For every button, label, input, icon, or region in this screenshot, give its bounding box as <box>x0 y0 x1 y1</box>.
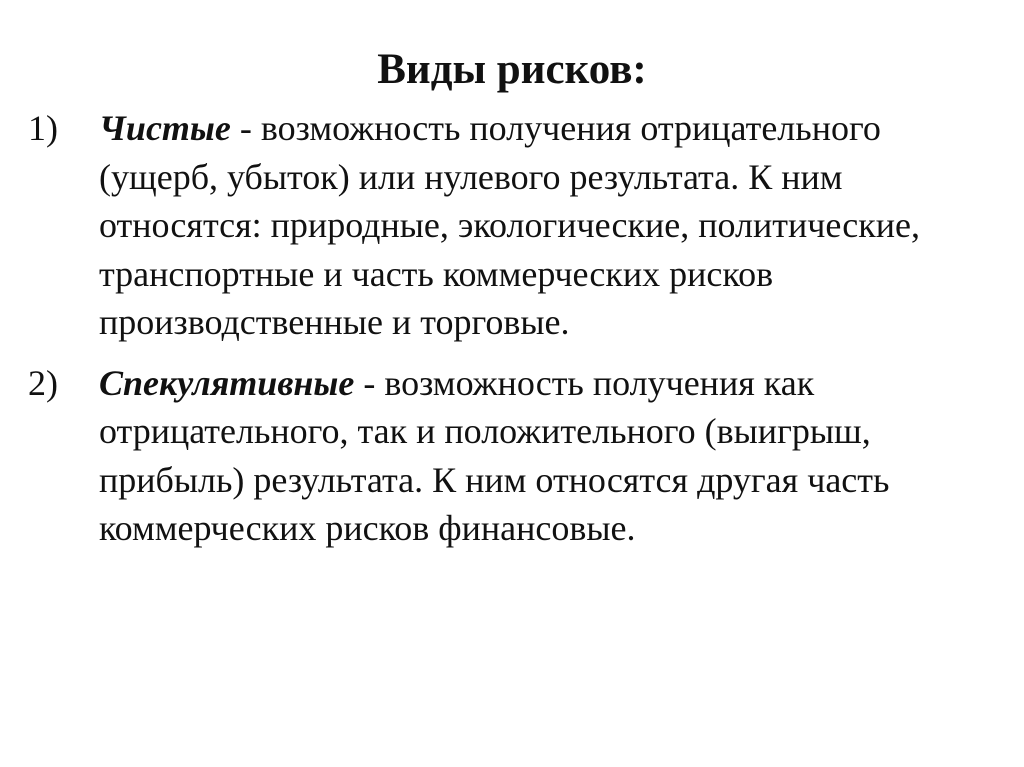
item-description: - возможность получения как отрицательного, так и положительного (выигрыш, прибыль) результата. К ним относятся другая часть коммерческих рисков финансовые. <box>99 362 890 548</box>
list-marker: 1) <box>28 108 58 148</box>
term-pure: Чистые <box>99 108 231 148</box>
term-speculative: Спекулятивные <box>99 362 355 403</box>
list-item-pure-risks <box>28 104 988 347</box>
item-description: - возможность получения отрицательного (ущерб, убыток) или нулевого результата. К ним относятся: природные, экологические, политические, транспортные и часть коммерческих рисков производственные и торговые. <box>99 108 920 342</box>
list-item-speculative-risks <box>28 359 988 553</box>
slide-title: Виды рисков: <box>377 46 647 93</box>
list-marker: 2) <box>28 362 58 403</box>
risk-types-list <box>28 104 988 565</box>
